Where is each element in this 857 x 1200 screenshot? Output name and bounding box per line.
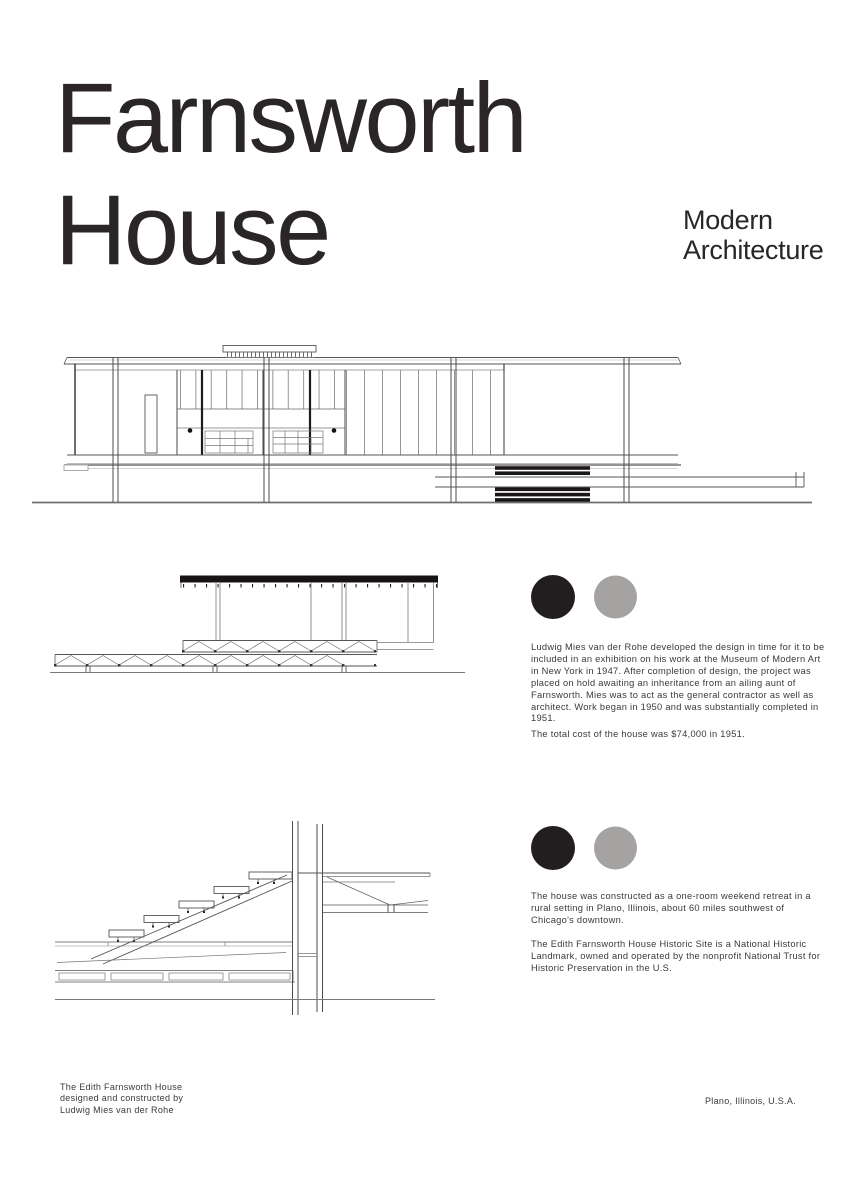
subtitle-line-2: Architecture [683,234,824,265]
page-title [55,62,525,286]
upper-truss-deck [182,641,434,653]
elevation-drawing [30,335,820,515]
structural-section-drawing [50,570,470,680]
stair-treads [109,872,292,942]
credit-block [60,1082,183,1116]
hanger-columns [216,583,434,643]
title-line-2: House [55,174,329,285]
terrace-deck [435,472,804,487]
credit-line-1: The Edith Farnsworth House [60,1082,183,1092]
terrace-stairs [495,466,590,502]
ground-posts [86,666,346,672]
lower-truss-deck [54,655,377,667]
gray-circle-icon [594,826,637,870]
credit-line-3: Ludwig Mies van der Rohe [60,1104,174,1115]
upper-floor-structure [298,873,430,913]
stair-columns [293,821,323,1015]
credit-line-2: designed and constructed by [60,1093,184,1104]
subtitle-line-1: Modern [683,205,773,235]
lower-deck [55,942,317,982]
gray-circle-icon [594,575,637,619]
legend-circles-design [531,575,637,619]
cost-note: The total cost of the house was $74,000 in 1951. [531,729,745,739]
subtitle [683,206,823,265]
roof-monitor [223,346,316,358]
stair-detail-drawing [55,815,470,1035]
location-label: Plano, Illinois, U.S.A. [705,1096,796,1106]
setting-paragraph: The house was constructed as a one-room weekend retreat in a rural setting in Plano, Illinois, about 60 miles southwest of Chicago's downtown. [531,891,811,925]
glass-facade [75,364,504,455]
title-line-1: Farnsworth [55,62,526,173]
black-circle-icon [531,575,575,619]
black-circle-icon [531,826,575,870]
design-history-paragraph: Ludwig Mies van der Rohe developed the design in time for it to be included in an exhibition on his work at the Museum of Modern Art in New York in 1947. After completion of design, the project was placed on hold awaiting an inheritance from an ailing aunt of Farnsworth. Mies was to act as the general contractor as well as architect. Work began in 1950 and was substantially completed in 1951. [531,642,825,724]
legend-circles-site [531,826,637,870]
landmark-paragraph: The Edith Farnsworth House Historic Site is a National Historic Landmark, owned and operated by the nonprofit National Trust for Historic Preservation in the U.S. [531,939,821,973]
